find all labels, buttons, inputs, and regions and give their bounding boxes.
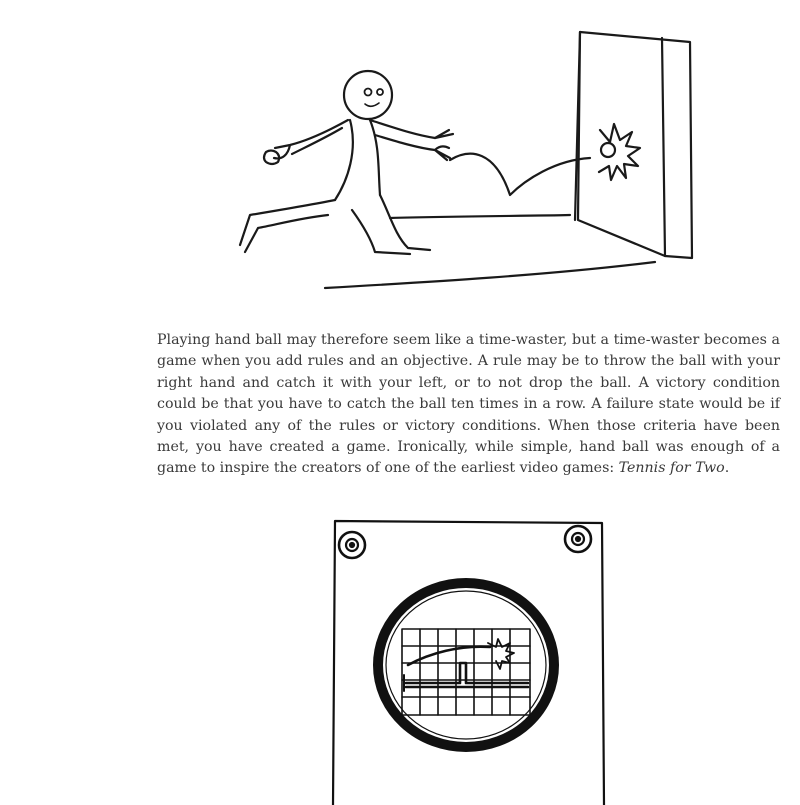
handball-illustration	[230, 20, 700, 300]
screw-icon	[339, 532, 365, 558]
stick-figure	[240, 120, 453, 254]
impact-burst	[599, 124, 640, 180]
oscilloscope-illustration	[320, 515, 620, 805]
screw-icon	[565, 526, 591, 552]
game-title: Tennis for Two	[618, 460, 725, 477]
body-paragraph	[157, 330, 780, 480]
paragraph-end: .	[724, 460, 730, 477]
floor-line	[325, 262, 655, 288]
wall	[575, 32, 692, 258]
floor-line	[390, 215, 570, 218]
ball-trajectory	[450, 154, 590, 195]
ball	[601, 143, 615, 157]
paragraph-text: Playing hand ball may therefore seem like a time-waster, but a time-waster becomes a game when you add rules and an objective. A rule may be to throw the ball with your right hand and catch it with your left, or to not drop the ball. A victory condition could be that you have to catch the ball ten times in a row. A failure state would be if you violated any of the rules or victory conditions. When those criteria have been met, you have created a game. Ironically, while simple, hand ball was enough of a game to inspire the creators of one of the earliest video games:	[157, 332, 780, 477]
